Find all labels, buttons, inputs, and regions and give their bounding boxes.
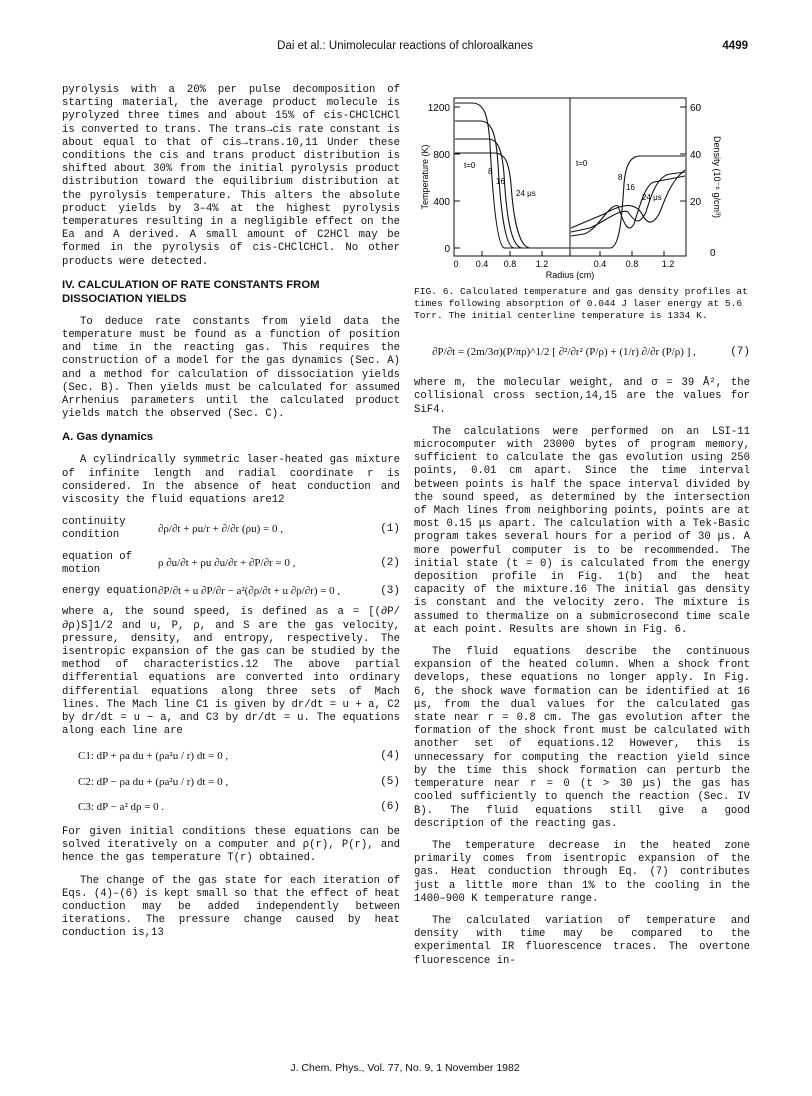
curve-label: t=0	[464, 161, 476, 170]
figure-6	[414, 84, 750, 280]
ytick-right: 20	[690, 197, 702, 208]
paragraph: For given initial conditions these equations can be solved iteratively on a computer and ρ(r), P(r), and hence the gas temperature T(r) obtained.	[62, 825, 400, 865]
temp-curve-8	[455, 121, 570, 248]
equation-1	[62, 516, 400, 542]
y-axis-left-label: Temperature (K)	[420, 144, 430, 210]
equation-5	[62, 776, 400, 789]
xtick: 0.4	[593, 259, 607, 269]
ytick-left: 0	[444, 244, 450, 255]
figure-6-plot	[414, 84, 750, 280]
equation-number: (7)	[730, 346, 750, 358]
right-column	[414, 84, 750, 977]
equation-body: C1: dP + ρa du + (ρa²u / r) dt = 0 ,	[78, 750, 229, 763]
equation-body: ∂P/∂t = (2m/3σ)(P/πρ)^1/2 [ ∂²/∂r² (P/ρ) + (1/r) ∂/∂r (P/ρ) ] ,	[432, 346, 696, 358]
running-header	[62, 40, 748, 56]
ytick-left: 400	[433, 197, 450, 208]
paragraph: A cylindrically symmetric laser-heated gas mixture of infinite length and radial coordinate r is considered. In the absence of heat conduction and viscosity the fluid equations are12	[62, 454, 400, 507]
paragraph: The temperature decrease in the heated zone primarily comes from isentropic expansion of the gas. Heat conduction through Eq. (7) contributes just a little more than 1% to the cooling in the 1400–900 K temperature range.	[414, 839, 750, 905]
equation-body: ∂P/∂t + u ∂P/∂r − a²(∂ρ/∂t + u ∂ρ/∂r) = 0 ,	[158, 585, 341, 598]
paragraph: where m, the molecular weight, and σ = 39 Å², the collisional cross section,14,15 are the values for SiF4.	[414, 377, 750, 416]
ytick-left: 1200	[427, 103, 450, 114]
equation-number: (5)	[380, 775, 400, 788]
temp-curve-16	[455, 139, 570, 248]
running-title: Dai et al.: Unimolecular reactions of chloroalkanes	[277, 40, 533, 52]
equation-body: ∂ρ/∂t + ρu/r + ∂/∂r (ρu) = 0 ,	[158, 522, 283, 535]
curve-label: 24 μs	[516, 189, 536, 198]
xtick: 0.4	[475, 259, 489, 269]
equation-3	[62, 585, 400, 598]
curve-label: 16	[496, 177, 505, 186]
equation-label: continuity condition	[62, 516, 126, 542]
ytick-left: 800	[433, 150, 450, 161]
equation-body: C3: dP − a² dρ = 0 .	[78, 800, 165, 813]
density-curves	[571, 156, 685, 248]
curve-label: 24 μs	[642, 193, 662, 202]
temperature-curves	[455, 103, 570, 248]
xtick: 0.8	[503, 259, 517, 269]
curve-label: 8	[618, 173, 623, 182]
ytick-right: 0	[710, 248, 716, 259]
xtick: 1.2	[661, 259, 675, 269]
ytick-right: 60	[690, 103, 702, 114]
journal-footer: J. Chem. Phys., Vol. 77, No. 9, 1 November 1982	[290, 1062, 520, 1074]
xtick: 0.8	[625, 259, 639, 269]
density-curve-24	[571, 170, 685, 228]
y-axis-right-label: Density (10⁻⁶ g/cm³)	[712, 136, 722, 218]
equation-number: (3)	[380, 585, 400, 598]
equation-label: equation of motion	[62, 550, 132, 576]
equation-body: ρ ∂u/∂t + ρu ∂u/∂r + ∂P/∂r = 0 ,	[158, 557, 296, 570]
subsection-heading: A. Gas dynamics	[62, 431, 154, 444]
density-curve-t0	[571, 156, 685, 248]
curve-label: 16	[626, 183, 635, 192]
equation-number: (6)	[380, 800, 400, 813]
paragraph: The fluid equations describe the continuous expansion of the heated column. When a shock front develops, these equations no longer apply. In Fig. 6, the shock wave formation can be identified at 16 μs, from the dual values for the calculated gas state near r = 0.8 cm. The gas evolution after the formation of the shock front must be calculated with another set of equations.12 However, this is unnecessary for computing the reaction yield since by the time this shock formation can perturb the temperature near r = 0 (t > 30 μs) the gas has cooled sufficiently to quench the reaction (Sec. IV B). The fluid equations still give a good description of the reacting gas.	[414, 646, 750, 830]
section-heading: IV. CALCULATION OF RATE CONSTANTS FROM DISSOCIATION YIELDS	[62, 278, 320, 305]
page-number: 4499	[722, 40, 748, 52]
xtick: 1.2	[535, 259, 549, 269]
equation-label: energy equation	[62, 585, 158, 598]
ytick-right: 40	[690, 150, 702, 161]
x-axis-label: Radius (cm)	[545, 270, 595, 280]
curve-label: t=0	[576, 159, 588, 168]
paragraph: The calculations were performed on an LSI-11 microcomputer with 23000 bytes of program memory, sufficient to calculate the gas evolution using 250 points, 0.01 cm apart. Since the time interval between points is half the space interval divided by the sound speed, as determined by the intersection of Mach lines from neighboring points, points are at most 0.15 μs apart. The calculation with a Tek-Basic program takes several hours for a period of 30 μs. A more powerful computer is to be recommended. The initial state (t = 0) is calculated from the energy deposition profile in Fig. 1(b) and the heat capacity of the mixture.16 The initial gas density is constant and the velocity zero. The mixture is assumed to thermalize on a submicrosecond time scale at each point. Results are shown in Fig. 6.	[414, 425, 750, 636]
curve-label: 8	[488, 167, 493, 176]
equation-6	[62, 801, 400, 814]
density-curve-16	[571, 172, 685, 232]
paragraph: The change of the gas state for each iteration of Eqs. (4)–(6) is kept small so that the effect of heat conduction may be added independently between iterations. The pressure change caused by heat conduction is,13	[62, 874, 400, 940]
equation-number: (2)	[380, 557, 400, 570]
equation-number: (1)	[380, 522, 400, 535]
equation-7	[414, 346, 750, 359]
paragraph: pyrolysis with a 20% per pulse decomposition of starting material, the average product molecule is pyrolyzed three times and about 15% of cis-CHClCHCl is converted to trans. The trans→cis rate constant is about equal to that of cis→trans.10,11 Under these conditions the cis and trans product distribution is shifted about 30% from the initial pyrolysis product distribution toward the equilibrium distribution at the pyrolysis temperature. This alters the absolute product yields by 3–4% at the highest pyrolysis temperatures resulting in a negligible effect on the Ea and A derived. A small amount of C2HCl may be formed in the pyrolysis of cis-CHClCHCl. No other products were detected.	[62, 84, 400, 268]
left-column	[62, 84, 400, 950]
paragraph: where a, the sound speed, is defined as a = [(∂P/∂ρ)S]1/2 and u, P, ρ, and S are the gas velocity, pressure, density, and entropy, respectively. The isentropic expansion of the gas can be studied by the method of characteristics.12 The above partial differential equations are converted into ordinary differential equations along three sets of Mach lines. The Mach line C1 is given by dr/dt = u + a, C2 by dr/dt = u − a, and C3 by dr/dt = u. The equations along each line are	[62, 606, 400, 738]
temp-curve-t0	[455, 103, 570, 248]
equation-4	[62, 750, 400, 763]
figure-caption: FIG. 6. Calculated temperature and gas density profiles at times following absorption of 0.044 J laser energy at 5.6 Torr. The initial centerline temperature is 1334 K.	[414, 286, 748, 321]
equation-number: (4)	[380, 750, 400, 763]
paragraph: The calculated variation of temperature and density with time may be compared to the experimental IR fluorescence traces. The overtone fluorescence in-	[414, 914, 750, 967]
xtick: 0	[453, 259, 459, 269]
paragraph: To deduce rate constants from yield data the temperature must be found as a function of position and time in the reacting gas. This requires the construction of a model for the gas dynamics (Sec. A) and a method for calculation of dissociation yields (Sec. B). Then yields must be calculated for assumed Arrhenius parameters until the calculated product yields match the observed (Sec. C).	[62, 315, 400, 421]
equation-2	[62, 551, 400, 577]
equation-body: C2: dP − ρa du + (ρa²u / r) dt = 0 ,	[78, 775, 229, 788]
